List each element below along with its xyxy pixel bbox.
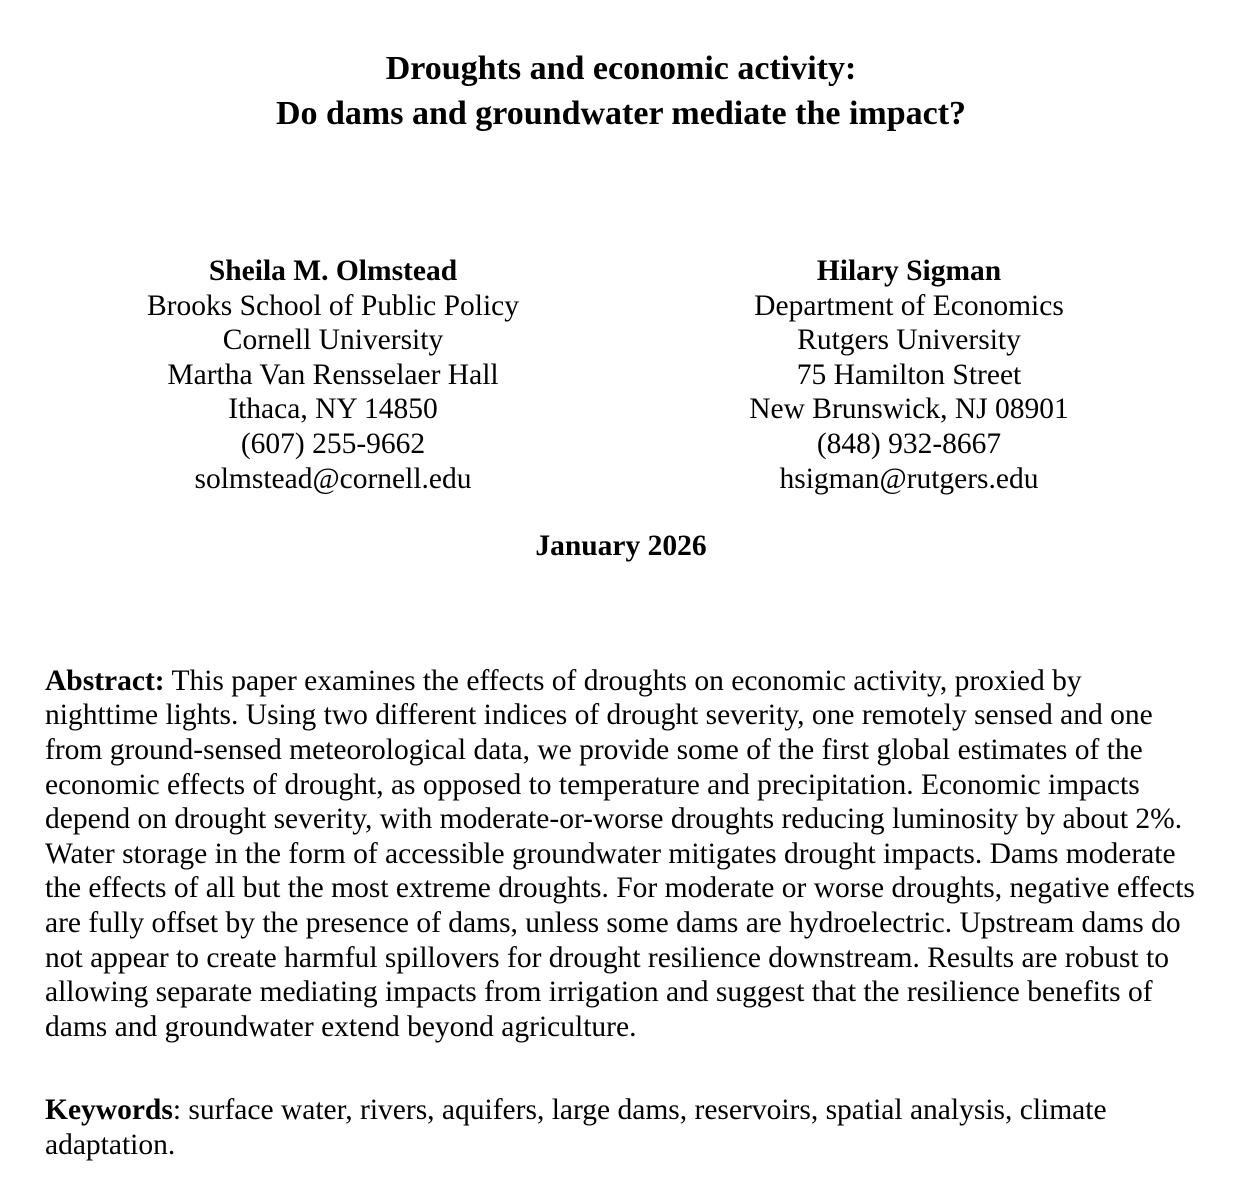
author-affiliation-university: Rutgers University (797, 324, 1021, 357)
authors-block (45, 254, 1197, 496)
author-affiliation-department: Department of Economics (754, 289, 1064, 322)
paper-date: January 2026 (535, 530, 707, 563)
author-address-street: 75 Hamilton Street (796, 358, 1022, 391)
author-phone: (607) 255-9662 (240, 427, 426, 460)
author-address-city: Ithaca, NY 14850 (228, 393, 438, 426)
author-name: Hilary Sigman (816, 255, 1002, 287)
author-block-sigman (621, 254, 1197, 496)
keywords-text: : surface water, rivers, aquifers, large dams, reservoirs, spatial analysis, climate adaptation. (45, 1094, 1107, 1161)
author-affiliation-university: Cornell University (222, 324, 444, 357)
author-email: hsigman@rutgers.edu (779, 462, 1039, 495)
author-address-city: New Brunswick, NJ 08901 (749, 393, 1069, 426)
author-phone: (848) 932-8667 (816, 427, 1002, 460)
paper-title-line-2: Do dams and groundwater mediate the impact? (275, 95, 967, 132)
author-block-olmstead (45, 254, 621, 496)
author-email: solmstead@cornell.edu (194, 462, 472, 495)
abstract-text: This paper examines the effects of droughts on economic activity, proxied by nighttime lights. Using two different indices of drought severity, one remotely sensed and one from ground-sensed meteorological data, we provide some of the first global estimates of the economic effects of drought, as opposed to temperature and precipitation. Economic impacts depend on drought severity, with moderate-or-worse droughts reducing luminosity by about 2%. Water storage in the form of accessible groundwater mitigates drought impacts. Dams moderate the effects of all but the most extreme droughts. For moderate or worse droughts, negative effects are fully offset by the presence of dams, unless some dams are hydroelectric. Upstream dams do not appear to create harmful spillovers for drought resilience downstream. Results are robust to allowing separate mediating impacts from irrigation and suggest that the resilience benefits of dams and groundwater extend beyond agriculture. (45, 664, 1195, 1043)
abstract-paragraph (45, 664, 1197, 1045)
author-name: Sheila M. Olmstead (208, 255, 458, 287)
paper-title-line-1: Droughts and economic activity: (385, 50, 857, 87)
abstract-label: Abstract: (45, 664, 165, 697)
author-address-street: Martha Van Rensselaer Hall (167, 358, 499, 391)
keywords-paragraph (45, 1093, 1197, 1162)
keywords-label: Keywords (45, 1094, 173, 1127)
paper-title (45, 46, 1197, 136)
author-affiliation-department: Brooks School of Public Policy (146, 289, 520, 322)
